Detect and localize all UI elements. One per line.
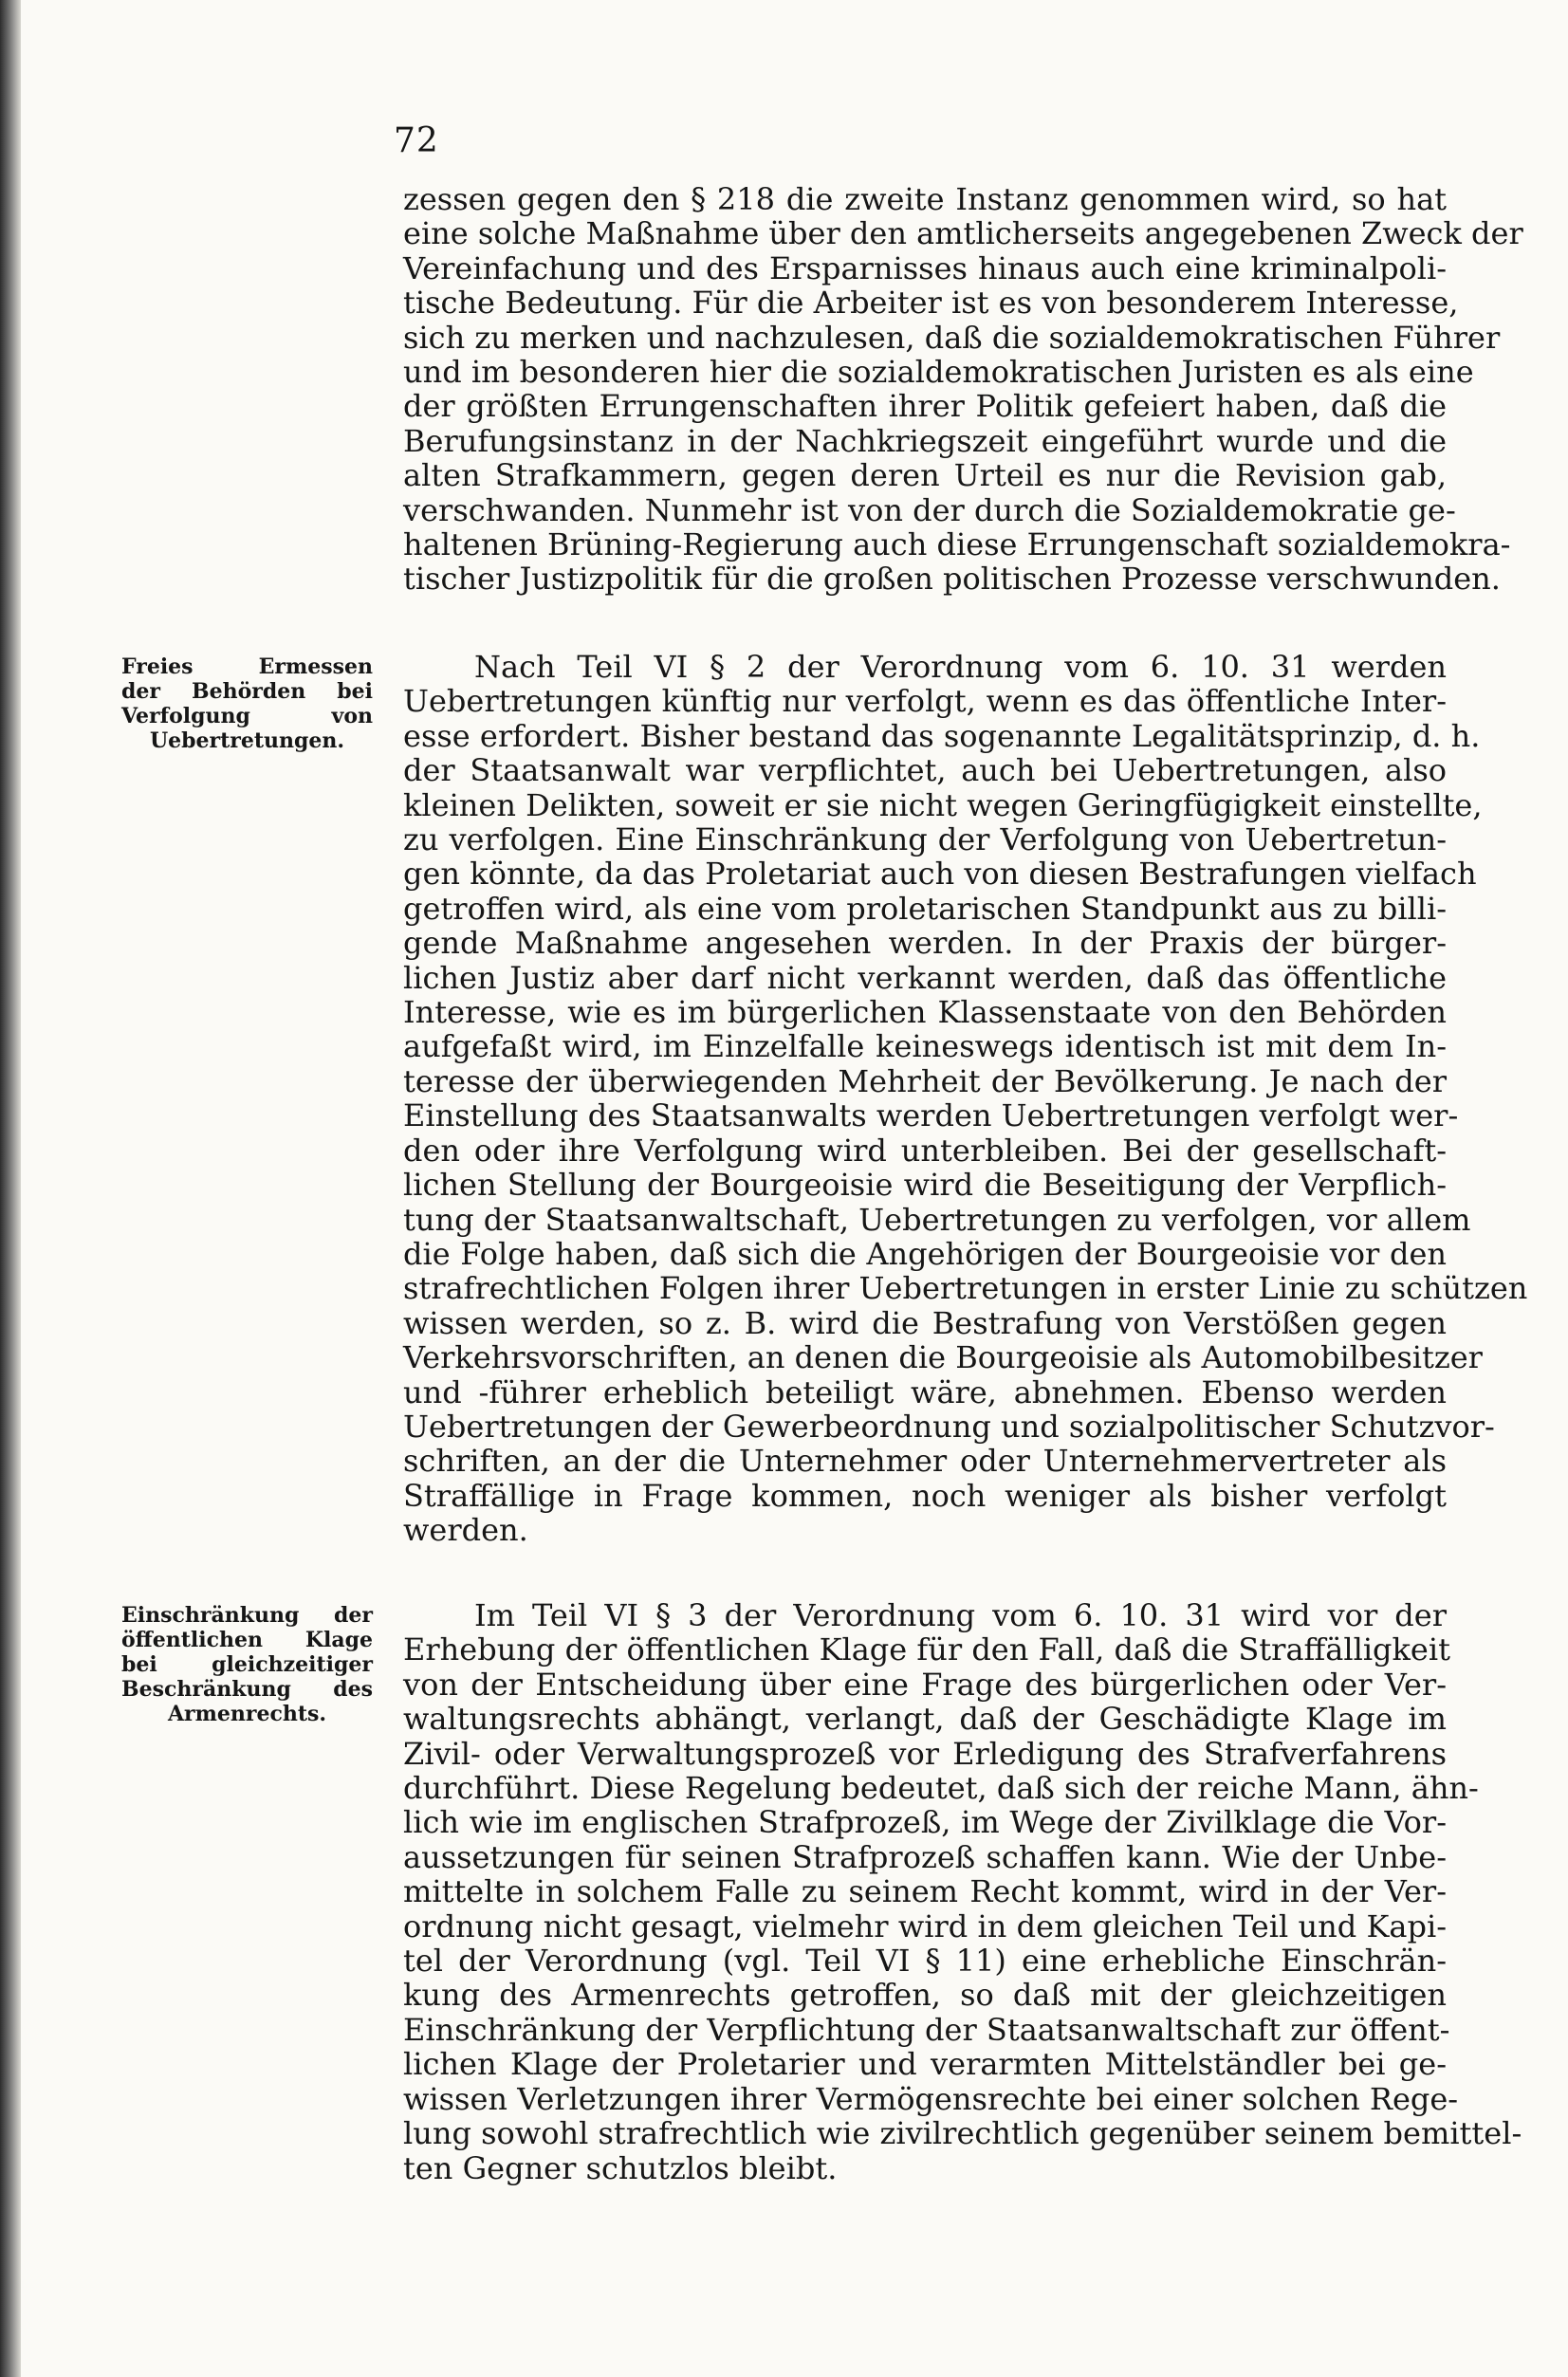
text-line: tel der Verordnung (vgl. Teil VI § 11) eine erhebliche Einschrän- (403, 1943, 1447, 1980)
text-line: wissen Verletzungen ihrer Vermögensrechte bei einer solchen Rege- (403, 2080, 1459, 2117)
text-line: die Folge haben, daß sich die Angehörigen der Bourgeoisie vor den (403, 1235, 1447, 1272)
margin-note-einschraenkung-klage (121, 1603, 373, 1726)
page-number: 72 (394, 121, 439, 160)
text-line: sich zu merken und nachzulesen, daß die sozialdemokratischen Führer (403, 319, 1501, 356)
text-line: alten Strafkammern, gegen deren Urteil es nur die Revision gab, (403, 457, 1447, 494)
margin-note-line: öffentlichen Klage (121, 1628, 373, 1652)
text-line: und im besonderen hier die sozialdemokratischen Juristen es als eine (403, 354, 1474, 391)
margin-note-freies-ermessen (121, 654, 373, 753)
margin-note-line: der Behörden bei (121, 679, 373, 704)
text-line: ordnung nicht gesagt, vielmehr wird in dem gleichen Teil und Kapi- (403, 1907, 1447, 1944)
text-line: esse erfordert. Bisher bestand das sogenannte Legalitätsprinzip, d. h. (403, 717, 1481, 754)
text-line: lung sowohl strafrechtlich wie zivilrechtlich gegenüber seinem bemittel- (403, 2115, 1522, 2152)
text-line: mittelte in solchem Falle zu seinem Recht kommt, wird in der Ver- (403, 1873, 1447, 1910)
text-line: Interesse, wie es im bürgerlichen Klassenstaate von den Behörden (403, 994, 1447, 1031)
text-line: Verkehrsvorschriften, an denen die Bourgeoisie als Automobilbesitzer (403, 1339, 1483, 1376)
text-line: aussetzungen für seinen Strafprozeß schaffen kann. Wie der Unbe- (403, 1838, 1447, 1875)
text-line: teresse der überwiegenden Mehrheit der Bevölkerung. Je nach der (403, 1062, 1447, 1099)
text-line: lichen Stellung der Bourgeoisie wird die Beseitigung der Verpflich- (403, 1167, 1447, 1204)
margin-note-line: bei gleichzeitiger (121, 1652, 373, 1677)
text-line: der größten Errungenschaften ihrer Politik gefeiert haben, daß die (403, 388, 1447, 425)
text-line: lichen Klage der Proletarier und verarmten Mittelständler bei ge- (403, 2046, 1447, 2083)
text-line: gen könnte, da das Proletariat auch von diesen Bestrafungen vielfach (403, 856, 1477, 893)
text-line: der Staatsanwalt war verpflichtet, auch bei Uebertretungen, also (403, 752, 1447, 789)
text-line: lich wie im englischen Strafprozeß, im Wege der Zivilklage die Vor- (403, 1804, 1447, 1841)
text-line: Zivil- oder Verwaltungsprozeß vor Erledigung des Strafverfahrens (403, 1735, 1447, 1772)
text-line: Uebertretungen künftig nur verfolgt, wenn es das öffentliche Inter- (403, 683, 1447, 720)
margin-note-line: Armenrechts. (167, 1702, 327, 1726)
paragraph-oeffentliche-klage (403, 1597, 1522, 2186)
margin-note-line: Verfolgung von (121, 704, 373, 728)
text-line: waltungsrechts abhängt, verlangt, daß der Geschädigte Klage im (403, 1701, 1447, 1738)
text-line: schriften, an der die Unternehmer oder Unternehmervertreter als (403, 1443, 1447, 1480)
text-line: tische Bedeutung. Für die Arbeiter ist es von besonderem Interesse, (403, 285, 1459, 322)
text-line: lichen Justiz aber darf nicht verkannt werden, daß das öffentliche (403, 959, 1447, 996)
text-line: von der Entscheidung über eine Frage des bürgerlichen oder Ver- (403, 1666, 1447, 1703)
text-line: kung des Armenrechts getroffen, so daß mit der gleichzeitigen (403, 1977, 1447, 2014)
text-line: getroffen wird, als eine vom proletarischen Standpunkt aus zu billi- (403, 890, 1447, 927)
text-line: verschwanden. Nunmehr ist von der durch die Sozialdemokratie ge- (403, 491, 1456, 528)
text-line: kleinen Delikten, soweit er sie nicht wegen Geringfügigkeit einstellte, (403, 786, 1483, 823)
margin-note-line: Freies Ermessen (121, 654, 373, 679)
text-line: Uebertretungen der Gewerbeordnung und sozialpolitischer Schutzvor- (403, 1408, 1495, 1445)
text-line: ten Gegner schutzlos bleibt. (403, 2149, 838, 2186)
text-line: tung der Staatsanwaltschaft, Uebertretungen zu verfolgen, vor allem (403, 1201, 1471, 1238)
text-line: Einstellung des Staatsanwalts werden Uebertretungen verfolgt wer- (403, 1097, 1459, 1134)
paragraph-continuation (403, 181, 1523, 598)
margin-note-line: Uebertretungen. (149, 728, 345, 753)
text-line: gende Maßnahme angesehen werden. In der Praxis der bürger- (403, 925, 1447, 962)
paragraph-uebertretungen (403, 649, 1528, 1549)
text-line: den oder ihre Verfolgung wird unterbleiben. Bei der gesellschaft- (403, 1132, 1447, 1169)
text-line: Einschränkung der Verpflichtung der Staatsanwaltschaft zur öffent- (403, 2011, 1450, 2048)
margin-note-line: Einschränkung der (121, 1603, 373, 1628)
text-line: strafrechtlichen Folgen ihrer Uebertretungen in erster Linie zu schützen (403, 1270, 1528, 1307)
text-line: Im Teil VI § 3 der Verordnung vom 6. 10. 31 wird vor der (474, 1597, 1447, 1633)
text-line: haltenen Brüning-Regierung auch diese Errungenschaft sozialdemokra- (403, 526, 1511, 563)
text-line: zu verfolgen. Eine Einschränkung der Verfolgung von Uebertretun- (403, 821, 1447, 858)
text-line: eine solche Maßnahme über den amtlicherseits angegebenen Zweck der (403, 215, 1523, 252)
text-line: durchführt. Diese Regelung bedeutet, daß sich der reiche Mann, ähn- (403, 1770, 1479, 1807)
text-line: Berufungsinstanz in der Nachkriegszeit eingeführt wurde und die (403, 422, 1447, 459)
scan-page-edge (0, 0, 21, 2377)
text-line: Erhebung der öffentlichen Klage für den Fall, daß die Straffälligkeit (403, 1631, 1450, 1668)
text-line: Nach Teil VI § 2 der Verordnung vom 6. 10. 31 werden (474, 649, 1447, 685)
text-line: werden. (403, 1512, 528, 1549)
text-line: Straffällige in Frage kommen, noch weniger als bisher verfolgt (403, 1477, 1447, 1514)
text-line: aufgefaßt wird, im Einzelfalle keineswegs identisch ist mit dem In- (403, 1028, 1447, 1065)
text-line: zessen gegen den § 218 die zweite Instanz genommen wird, so hat (403, 181, 1447, 217)
text-line: tischer Justizpolitik für die großen politischen Prozesse verschwunden. (403, 561, 1501, 598)
text-line: wissen werden, so z. B. wird die Bestrafung von Verstößen gegen (403, 1304, 1447, 1341)
margin-note-line: Beschränkung des (121, 1677, 373, 1702)
text-line: und -führer erheblich beteiligt wäre, abnehmen. Ebenso werden (403, 1373, 1447, 1410)
text-line: Vereinfachung und des Ersparnisses hinaus auch eine kriminalpoli- (403, 249, 1447, 286)
